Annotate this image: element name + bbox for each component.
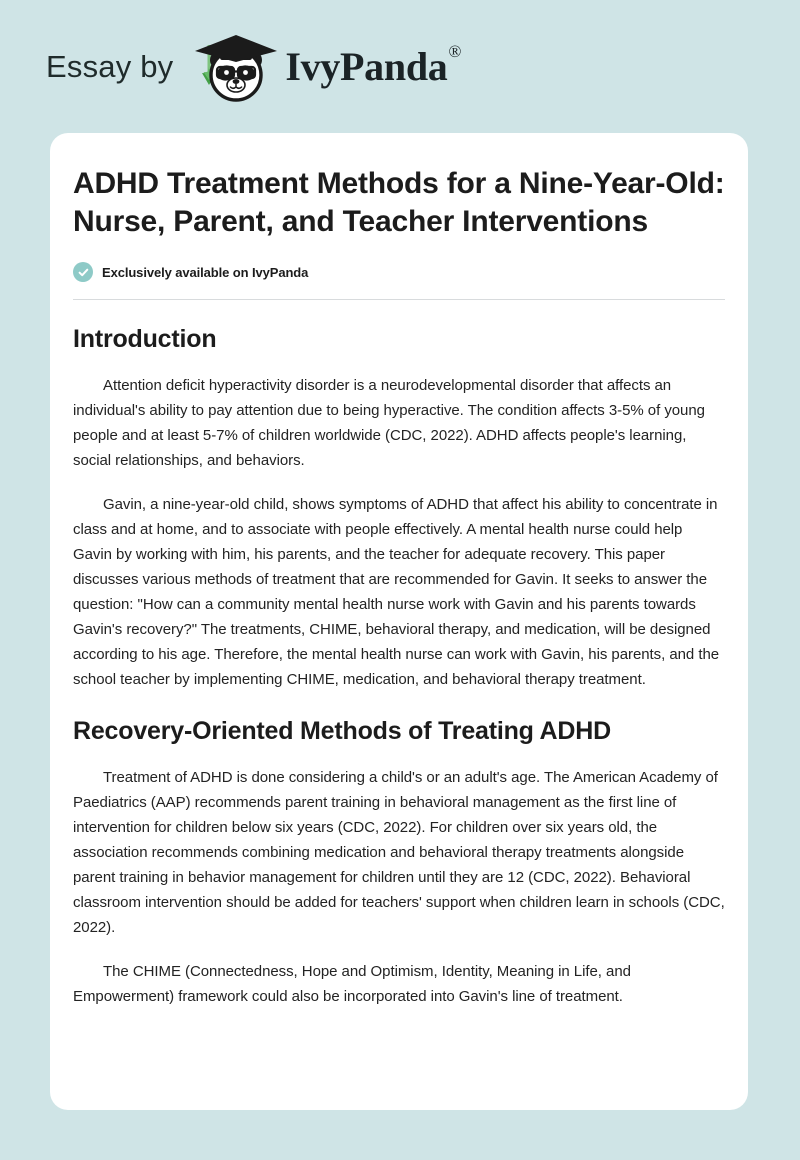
paragraph: The CHIME (Connectedness, Hope and Optimism, Identity, Meaning in Life, and Empowerment) framework could also be incorporated into Gavin's line of treatment. [73, 963, 631, 1006]
registered-mark: ® [448, 41, 462, 61]
exclusive-badge-label: Exclusively available on IvyPanda [102, 264, 309, 280]
check-circle-icon [73, 262, 93, 282]
paragraph: Attention deficit hyperactivity disorder is a neurodevelopmental disorder that affects an individual's ability to pay attention due to being hyperactive. The condition affects 3-5% of young people and at least 5-7% of children worldwide (CDC, 2022). ADHD affects people's learning, social relationships, and behaviors. [73, 377, 705, 470]
section-heading-introduction: Introduction [73, 325, 217, 354]
ivypanda-brand-lockup[interactable] [191, 29, 460, 105]
header-divider [73, 299, 725, 300]
brand-wordmark [285, 43, 460, 90]
paragraph: Treatment of ADHD is done considering a child's or an adult's age. The American Academy of Paediatrics (AAP) recommends parent training in behavioral management as the first line of intervention for children below six years (CDC, 2022). For children over six years old, the association recommends combining medication and behavioral therapy treatments alongside parent training in behavior management for children until they are 12 (CDC, 2022). Behavioral classroom intervention should be added for teachers' support when children learn in schools (CDC, 2022). [73, 769, 725, 937]
brand-name: IvyPanda [285, 44, 448, 89]
essay-by-label: Essay by [46, 48, 174, 84]
page-title: ADHD Treatment Methods for a Nine-Year-Old: Nurse, Parent, and Teacher Interventions [73, 167, 725, 239]
essay-paper-card [50, 133, 748, 1110]
paragraph: Gavin, a nine-year-old child, shows symptoms of ADHD that affect his ability to concentrate in class and at home, and to associate with people effectively. A mental health nurse could help Gavin by working with him, his parents, and the teacher for adequate recovery. This paper discusses various methods of treatment that are recommended for Gavin. It seeks to answer the question: "How can a community mental health nurse work with Gavin and his parents towards Gavin's recovery?" The treatments, CHIME, behavioral therapy, and medication, will be designed according to his age. Therefore, the mental health nurse can work with Gavin, his parents, and the school teacher by implementing CHIME, medication, and behavioral therapy treatment. [73, 496, 720, 689]
section-heading-recovery-oriented-methods: Recovery-Oriented Methods of Treating ADHD [73, 717, 611, 746]
exclusive-availability-badge [73, 262, 725, 282]
panda-graduate-logo-icon [191, 29, 281, 105]
masthead [0, 0, 800, 133]
